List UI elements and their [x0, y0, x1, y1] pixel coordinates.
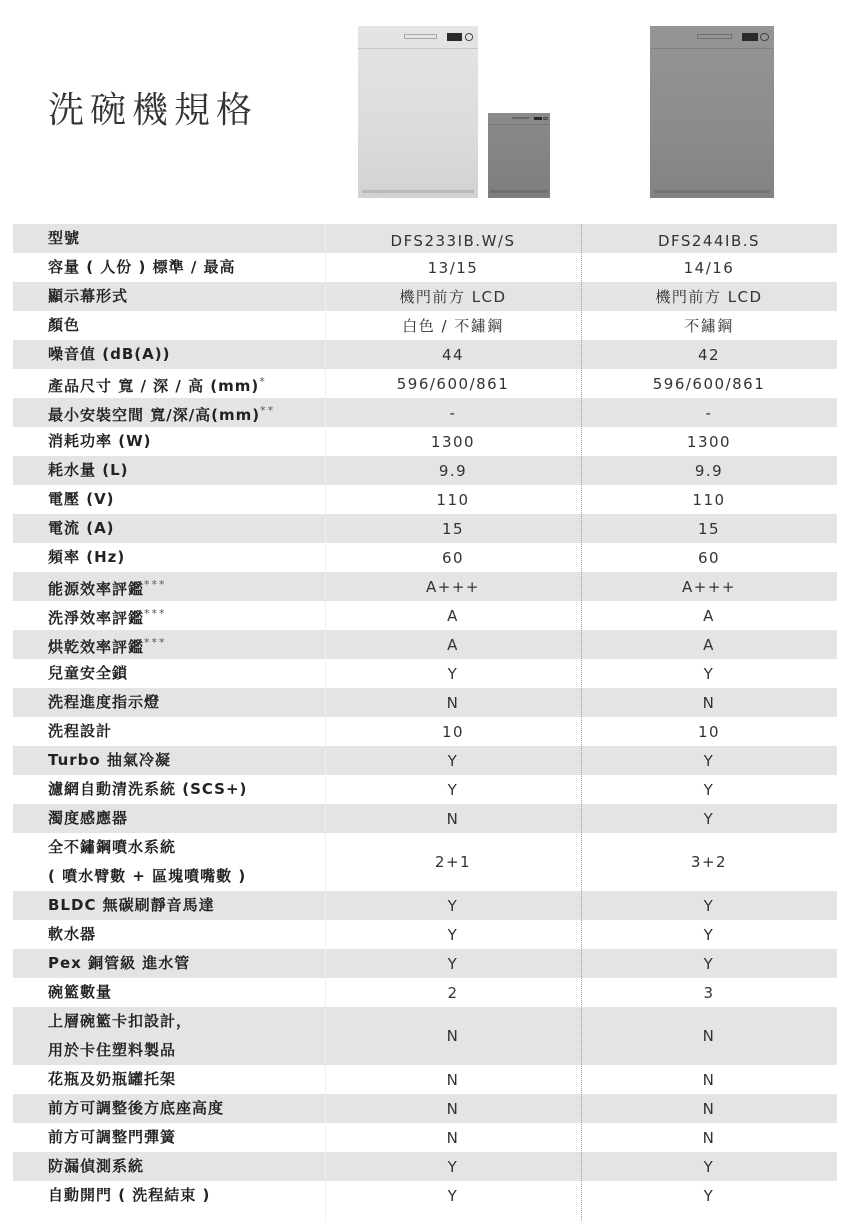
value-model-1: 白色 / 不鏽鋼	[402, 317, 504, 335]
value-model-2: 不鏽鋼	[684, 317, 734, 335]
value-model-1: Y	[447, 896, 459, 915]
value-model-1: 596/600/861	[396, 374, 510, 393]
column-divider-label	[325, 224, 326, 1221]
row-label-text: 電流 (A)	[48, 519, 115, 537]
value-model-1: 2	[447, 983, 459, 1002]
row-label	[13, 978, 325, 1007]
table-row	[13, 456, 837, 485]
value-model-1: N	[446, 693, 460, 712]
row-label-text: 洗程設計	[48, 722, 113, 740]
row-label	[13, 1094, 325, 1123]
row-label-text: 顏色	[48, 316, 81, 334]
value-model-2: Y	[703, 664, 715, 683]
value-model-2: N	[702, 1099, 716, 1118]
value-model-1: 1300	[430, 432, 476, 451]
value-model-2: 10	[697, 722, 721, 741]
table-row	[13, 543, 837, 572]
row-label	[13, 688, 325, 717]
row-label-text: 最小安裝空間 寬/深/高(mm)	[48, 405, 261, 424]
table-row	[13, 311, 837, 340]
table-row	[13, 1152, 837, 1181]
value-model-1: Y	[447, 664, 459, 683]
row-label-text: Turbo 抽氣冷凝	[48, 751, 171, 769]
row-label	[13, 1065, 325, 1094]
value-model-2: 3+2	[690, 853, 728, 871]
value-model-2: 14/16	[683, 258, 735, 277]
table-row	[13, 920, 837, 949]
value-model-1: N	[446, 1070, 460, 1089]
row-label	[13, 920, 325, 949]
row-label	[13, 224, 325, 253]
dishwasher-stainless-small-image	[488, 113, 550, 198]
value-model-1: 60	[441, 548, 465, 567]
table-row	[13, 978, 837, 1007]
table-row	[13, 804, 837, 833]
table-row	[13, 630, 837, 659]
row-label-text: 容量 ( 人份 ) 標準 / 最高	[48, 258, 236, 276]
value-model-2: 42	[697, 345, 721, 364]
table-row	[13, 1065, 837, 1094]
footnote-mark: ***	[144, 606, 167, 620]
value-model-1: N	[446, 1027, 460, 1045]
value-model-1: 44	[441, 345, 465, 364]
table-row	[13, 688, 837, 717]
row-label	[13, 514, 325, 543]
table-row	[13, 1007, 837, 1065]
table-header-row	[13, 224, 837, 253]
row-label-text: 濾網自動清洗系統 (SCS+)	[48, 780, 248, 798]
row-label-text: BLDC 無碳刷靜音馬達	[48, 896, 215, 914]
value-model-2: Y	[703, 1186, 715, 1205]
footnote-mark: ***	[144, 577, 167, 591]
value-model-2: 9.9	[694, 461, 724, 480]
footnote-mark: *	[259, 374, 267, 388]
table-row	[13, 253, 837, 282]
value-model-2: DFS244IB.S	[657, 232, 761, 250]
row-label-text: 噪音值 (dB(A))	[48, 345, 171, 363]
row-label-text: 消耗功率 (W)	[48, 432, 152, 450]
value-model-2: 1300	[686, 432, 732, 451]
value-model-1: 13/15	[427, 258, 479, 277]
value-model-2: Y	[703, 1157, 715, 1176]
column-divider-dotted	[581, 224, 582, 1221]
value-model-2: N	[702, 693, 716, 712]
value-model-2: A+++	[682, 577, 736, 596]
table-row	[13, 340, 837, 369]
page-title: 洗碗機規格	[48, 90, 259, 131]
value-model-2: 機門前方 LCD	[655, 288, 763, 306]
table-row	[13, 949, 837, 978]
value-model-1: N	[446, 1099, 460, 1118]
row-label	[13, 833, 325, 891]
value-model-1: Y	[447, 1186, 459, 1205]
table-row	[13, 572, 837, 601]
value-model-1: Y	[447, 780, 459, 799]
row-label-text: 軟水器	[48, 925, 97, 943]
row-label-text: 產品尺寸 寬 / 深 / 高 (mm)	[48, 376, 260, 395]
table-row	[13, 1123, 837, 1152]
table-row	[13, 659, 837, 688]
row-label-text: 洗程進度指示燈	[48, 693, 161, 711]
value-model-2: Y	[703, 896, 715, 915]
value-model-1: A	[447, 635, 459, 654]
value-model-2: 110	[692, 490, 726, 509]
value-model-1: A+++	[426, 577, 480, 596]
value-model-2: A	[703, 635, 715, 654]
value-model-1: N	[446, 1128, 460, 1147]
row-label-text: 全不鏽鋼噴水系統	[48, 838, 177, 856]
row-label-text: 洗淨效率評鑑	[48, 608, 145, 627]
row-label-text: 兒童安全鎖	[48, 664, 129, 682]
value-model-1: 10	[441, 722, 465, 741]
row-label	[13, 456, 325, 485]
row-label	[13, 1123, 325, 1152]
row-label-text: 烘乾效率評鑑	[48, 637, 145, 656]
value-model-2: 596/600/861	[652, 374, 766, 393]
value-model-1: 2+1	[434, 853, 472, 871]
row-label	[13, 628, 325, 662]
row-label	[13, 485, 325, 514]
value-model-2: N	[702, 1070, 716, 1089]
row-label-text: Pex 銅管級 進水管	[48, 954, 191, 972]
table-row	[13, 485, 837, 514]
table-row	[13, 514, 837, 543]
table-row	[13, 601, 837, 630]
footnote-mark: ***	[144, 635, 167, 649]
table-row	[13, 369, 837, 398]
row-label-text: 碗籃數量	[48, 983, 113, 1001]
value-model-1: 9.9	[438, 461, 468, 480]
row-label	[13, 949, 325, 978]
value-model-2: A	[703, 606, 715, 625]
table-row	[13, 1094, 837, 1123]
value-model-2: N	[702, 1128, 716, 1147]
table-row	[13, 1181, 837, 1210]
table-row	[13, 282, 837, 311]
value-model-1: N	[446, 809, 460, 828]
table-row	[13, 717, 837, 746]
value-model-2: Y	[703, 809, 715, 828]
table-row	[13, 398, 837, 427]
value-model-1: -	[449, 403, 457, 422]
footnote-mark: **	[260, 403, 276, 417]
value-model-1: Y	[447, 954, 459, 973]
value-model-1: 110	[436, 490, 470, 509]
row-label	[13, 427, 325, 456]
value-model-2: Y	[703, 751, 715, 770]
row-label	[13, 543, 325, 572]
value-model-1: DFS233IB.W/S	[390, 232, 516, 250]
row-label	[13, 311, 325, 340]
row-label	[13, 1007, 325, 1065]
value-model-2: Y	[703, 780, 715, 799]
row-label-text: 前方可調整後方底座高度	[48, 1099, 225, 1117]
row-label-text: 上層碗籃卡扣設計，	[48, 1012, 193, 1030]
table-row	[13, 746, 837, 775]
row-label	[13, 804, 325, 833]
value-model-2: 60	[697, 548, 721, 567]
dishwasher-stainless-image	[650, 26, 774, 198]
value-model-1: A	[447, 606, 459, 625]
row-label-text: 電壓 (V)	[48, 490, 115, 508]
value-model-1: Y	[447, 1157, 459, 1176]
dishwasher-white-image	[358, 26, 478, 198]
row-label-text: 耗水量 (L)	[48, 461, 129, 479]
table-row	[13, 833, 837, 891]
table-row	[13, 775, 837, 804]
table-row	[13, 427, 837, 456]
row-label-text: 前方可調整門彈簧	[48, 1128, 177, 1146]
row-label-text-line2: ( 噴水臂數 + 區塊噴嘴數 )	[48, 867, 247, 885]
row-label-text: 型號	[48, 229, 81, 247]
row-label	[13, 396, 325, 430]
row-label	[13, 891, 325, 920]
value-model-1: 15	[441, 519, 465, 538]
row-label-text: 頻率 (Hz)	[48, 548, 126, 566]
table-row	[13, 891, 837, 920]
value-model-2: Y	[703, 925, 715, 944]
row-label-text: 濁度感應器	[48, 809, 129, 827]
value-model-2: 15	[697, 519, 721, 538]
value-model-2: 3	[703, 983, 715, 1002]
spec-table	[13, 224, 837, 1210]
row-label-text-line2: 用於卡住塑料製品	[48, 1041, 177, 1059]
value-model-2: N	[702, 1027, 716, 1045]
row-label	[13, 775, 325, 804]
row-label	[13, 659, 325, 688]
row-label-text: 花瓶及奶瓶罐托架	[48, 1070, 177, 1088]
value-model-2: Y	[703, 954, 715, 973]
row-label-text: 顯示幕形式	[48, 287, 129, 305]
row-label-text: 自動開門 ( 洗程結束 )	[48, 1186, 211, 1204]
row-label	[13, 1181, 325, 1210]
value-model-2: -	[705, 403, 713, 422]
row-label	[13, 1152, 325, 1181]
row-label-text: 能源效率評鑑	[48, 579, 145, 598]
row-label	[13, 253, 325, 282]
value-model-1: Y	[447, 925, 459, 944]
row-label	[13, 746, 325, 775]
row-label	[13, 340, 325, 369]
row-label-text: 防漏偵測系統	[48, 1157, 145, 1175]
value-model-1: Y	[447, 751, 459, 770]
row-label	[13, 717, 325, 746]
row-label	[13, 282, 325, 311]
value-model-1: 機門前方 LCD	[399, 288, 507, 306]
